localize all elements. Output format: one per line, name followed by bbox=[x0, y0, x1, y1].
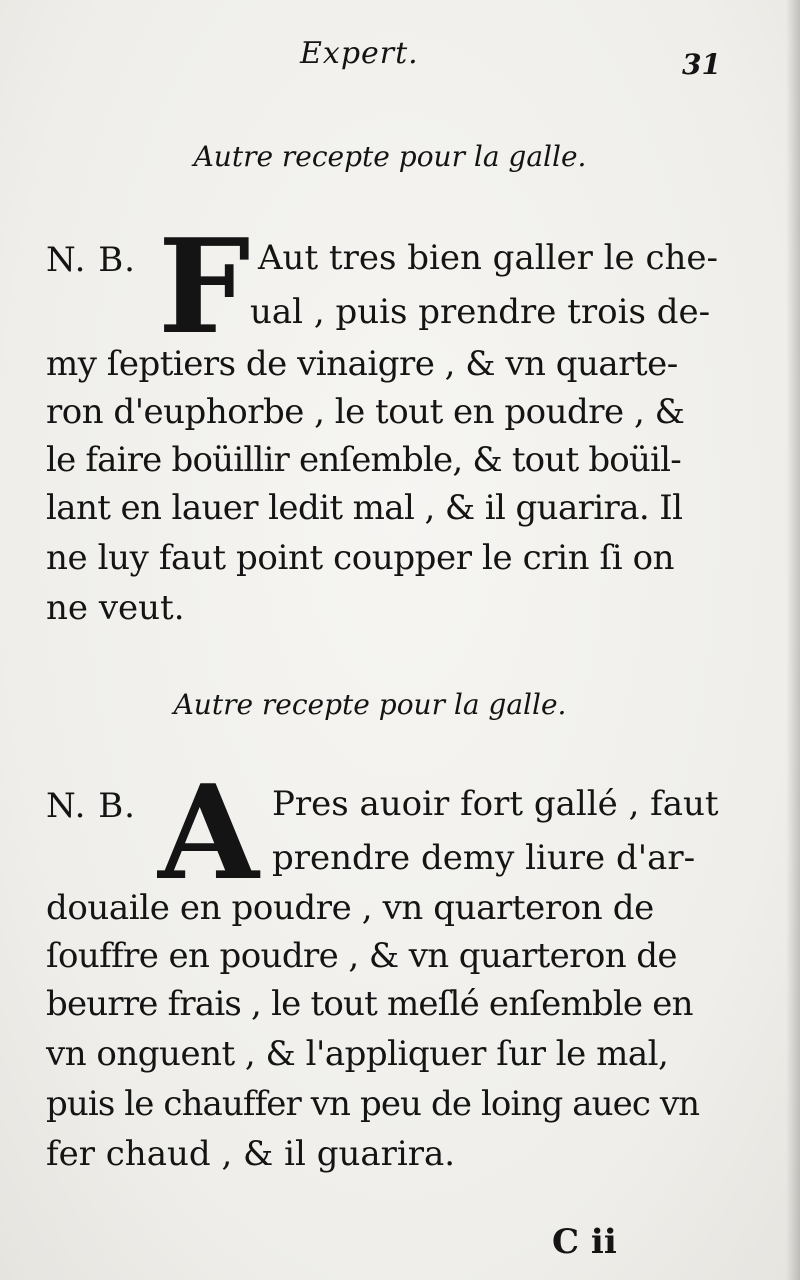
text-line: fer chaud , & il guarira. bbox=[46, 1134, 456, 1174]
text-line: vn onguent , & l'appliquer ſur le mal, bbox=[46, 1034, 669, 1074]
page-number: 31 bbox=[682, 48, 721, 81]
page-edge-shadow bbox=[786, 0, 800, 1280]
nota-bene-marker: N. B. bbox=[46, 240, 136, 280]
text-line: my ſeptiers de vinaigre , & vn quarte- bbox=[46, 344, 678, 384]
signature-mark: C ii bbox=[552, 1222, 617, 1262]
text-line: puis le chauffer vn peu de loing auec vn bbox=[46, 1084, 700, 1124]
section-heading: Autre recepte pour la galle. bbox=[173, 688, 567, 721]
text-line: ron d'euphorbe , le tout en poudre , & bbox=[46, 392, 685, 432]
text-line: le faire boüillir enſemble, & tout boüil- bbox=[46, 440, 681, 480]
drop-cap: A bbox=[158, 756, 259, 909]
drop-cap: F bbox=[158, 210, 251, 363]
text-line: Aut tres bien galler le che- bbox=[258, 238, 718, 278]
nota-bene-marker: N. B. bbox=[46, 786, 136, 826]
text-line: prendre demy liure d'ar- bbox=[272, 838, 696, 878]
text-line: ne veut. bbox=[46, 588, 185, 628]
text-line: ne luy faut point coupper le crin ſi on bbox=[46, 538, 675, 578]
text-line: ual , puis prendre trois de- bbox=[250, 292, 711, 332]
section-heading: Autre recepte pour la galle. bbox=[193, 140, 587, 173]
text-line: beurre frais , le tout meſlé enſemble en bbox=[46, 984, 693, 1024]
text-line: ſouffre en poudre , & vn quarteron de bbox=[46, 936, 677, 976]
text-line: lant en lauer ledit mal , & il guarira. Il bbox=[46, 488, 683, 528]
text-line: Pres auoir fort gallé , faut bbox=[272, 784, 719, 824]
running-head: Expert. bbox=[300, 36, 419, 71]
text-line: douaile en poudre , vn quarteron de bbox=[46, 888, 654, 928]
